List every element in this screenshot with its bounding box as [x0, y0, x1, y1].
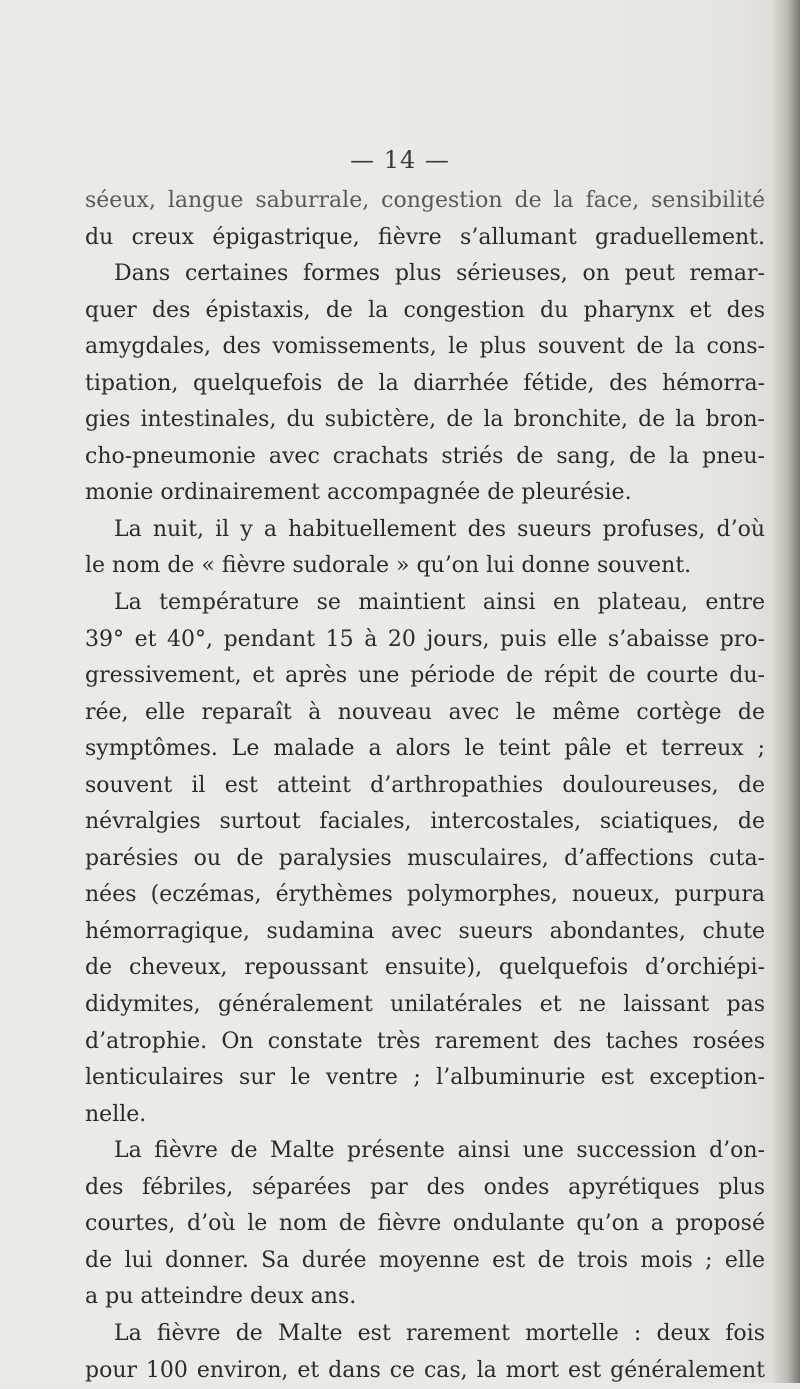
text-line: La nuit, il y a habituellement des sueurs profuses, d’où [85, 512, 765, 549]
text-line: le nom de « fièvre sudorale » qu’on lui donne souvent. [85, 548, 765, 585]
text-line: de lui donner. Sa durée moyenne est de trois mois ; elle [85, 1243, 765, 1280]
text-line: parésies ou de paralysies musculaires, d’affections cuta- [85, 841, 765, 878]
text-line: courtes, d’où le nom de fièvre ondulante qu’on a proposé [85, 1206, 765, 1243]
text-line: des fébriles, séparées par des ondes apyrétiques plus [85, 1170, 765, 1207]
text-line: séeux, langue saburrale, congestion de la face, sensibilité [85, 183, 765, 220]
text-line: gies intestinales, du subictère, de la bronchite, de la bron- [85, 402, 765, 439]
text-line: quer des épistaxis, de la congestion du pharynx et des [85, 293, 765, 330]
text-line: hémorragique, sudamina avec sueurs abondantes, chute [85, 914, 765, 951]
text-line: nelle. [85, 1097, 765, 1134]
text-line: symptômes. Le malade a alors le teint pâle et terreux ; [85, 731, 765, 768]
text-line: a pu atteindre deux ans. [85, 1279, 765, 1316]
text-line: didymites, généralement unilatérales et ne laissant pas [85, 987, 765, 1024]
text-line: gressivement, et après une période de répit de courte du- [85, 658, 765, 695]
text-line: amygdales, des vomissements, le plus souvent de la cons- [85, 329, 765, 366]
body-text [85, 183, 765, 1389]
text-line: pour 100 environ, et dans ce cas, la mort est généralement [85, 1353, 765, 1389]
page-edge-shadow [772, 0, 800, 1383]
text-line: d’atrophie. On constate très rarement des taches rosées [85, 1024, 765, 1061]
text-line: souvent il est atteint d’arthropathies douloureuses, de [85, 768, 765, 805]
text-line: monie ordinairement accompagnée de pleurésie. [85, 475, 765, 512]
text-line: La température se maintient ainsi en plateau, entre [85, 585, 765, 622]
text-line: 39° et 40°, pendant 15 à 20 jours, puis elle s’abaisse pro- [85, 622, 765, 659]
text-line: tipation, quelquefois de la diarrhée fétide, des hémorra- [85, 366, 765, 403]
text-line: du creux épigastrique, fièvre s’allumant graduellement. [85, 220, 765, 257]
text-line: Dans certaines formes plus sérieuses, on peut remar- [85, 256, 765, 293]
text-line: nées (eczémas, érythèmes polymorphes, noueux, purpura [85, 877, 765, 914]
text-line: névralgies surtout faciales, intercostales, sciatiques, de [85, 804, 765, 841]
page-number: — 14 — [0, 146, 800, 174]
text-line: de cheveux, repoussant ensuite), quelquefois d’orchiépi- [85, 950, 765, 987]
text-line: lenticulaires sur le ventre ; l’albuminurie est exception- [85, 1060, 765, 1097]
text-line: La fièvre de Malte présente ainsi une succession d’on- [85, 1133, 765, 1170]
text-line: rée, elle reparaît à nouveau avec le même cortège de [85, 695, 765, 732]
text-line: La fièvre de Malte est rarement mortelle : deux fois [85, 1316, 765, 1353]
text-line: cho-pneumonie avec crachats striés de sang, de la pneu- [85, 439, 765, 476]
